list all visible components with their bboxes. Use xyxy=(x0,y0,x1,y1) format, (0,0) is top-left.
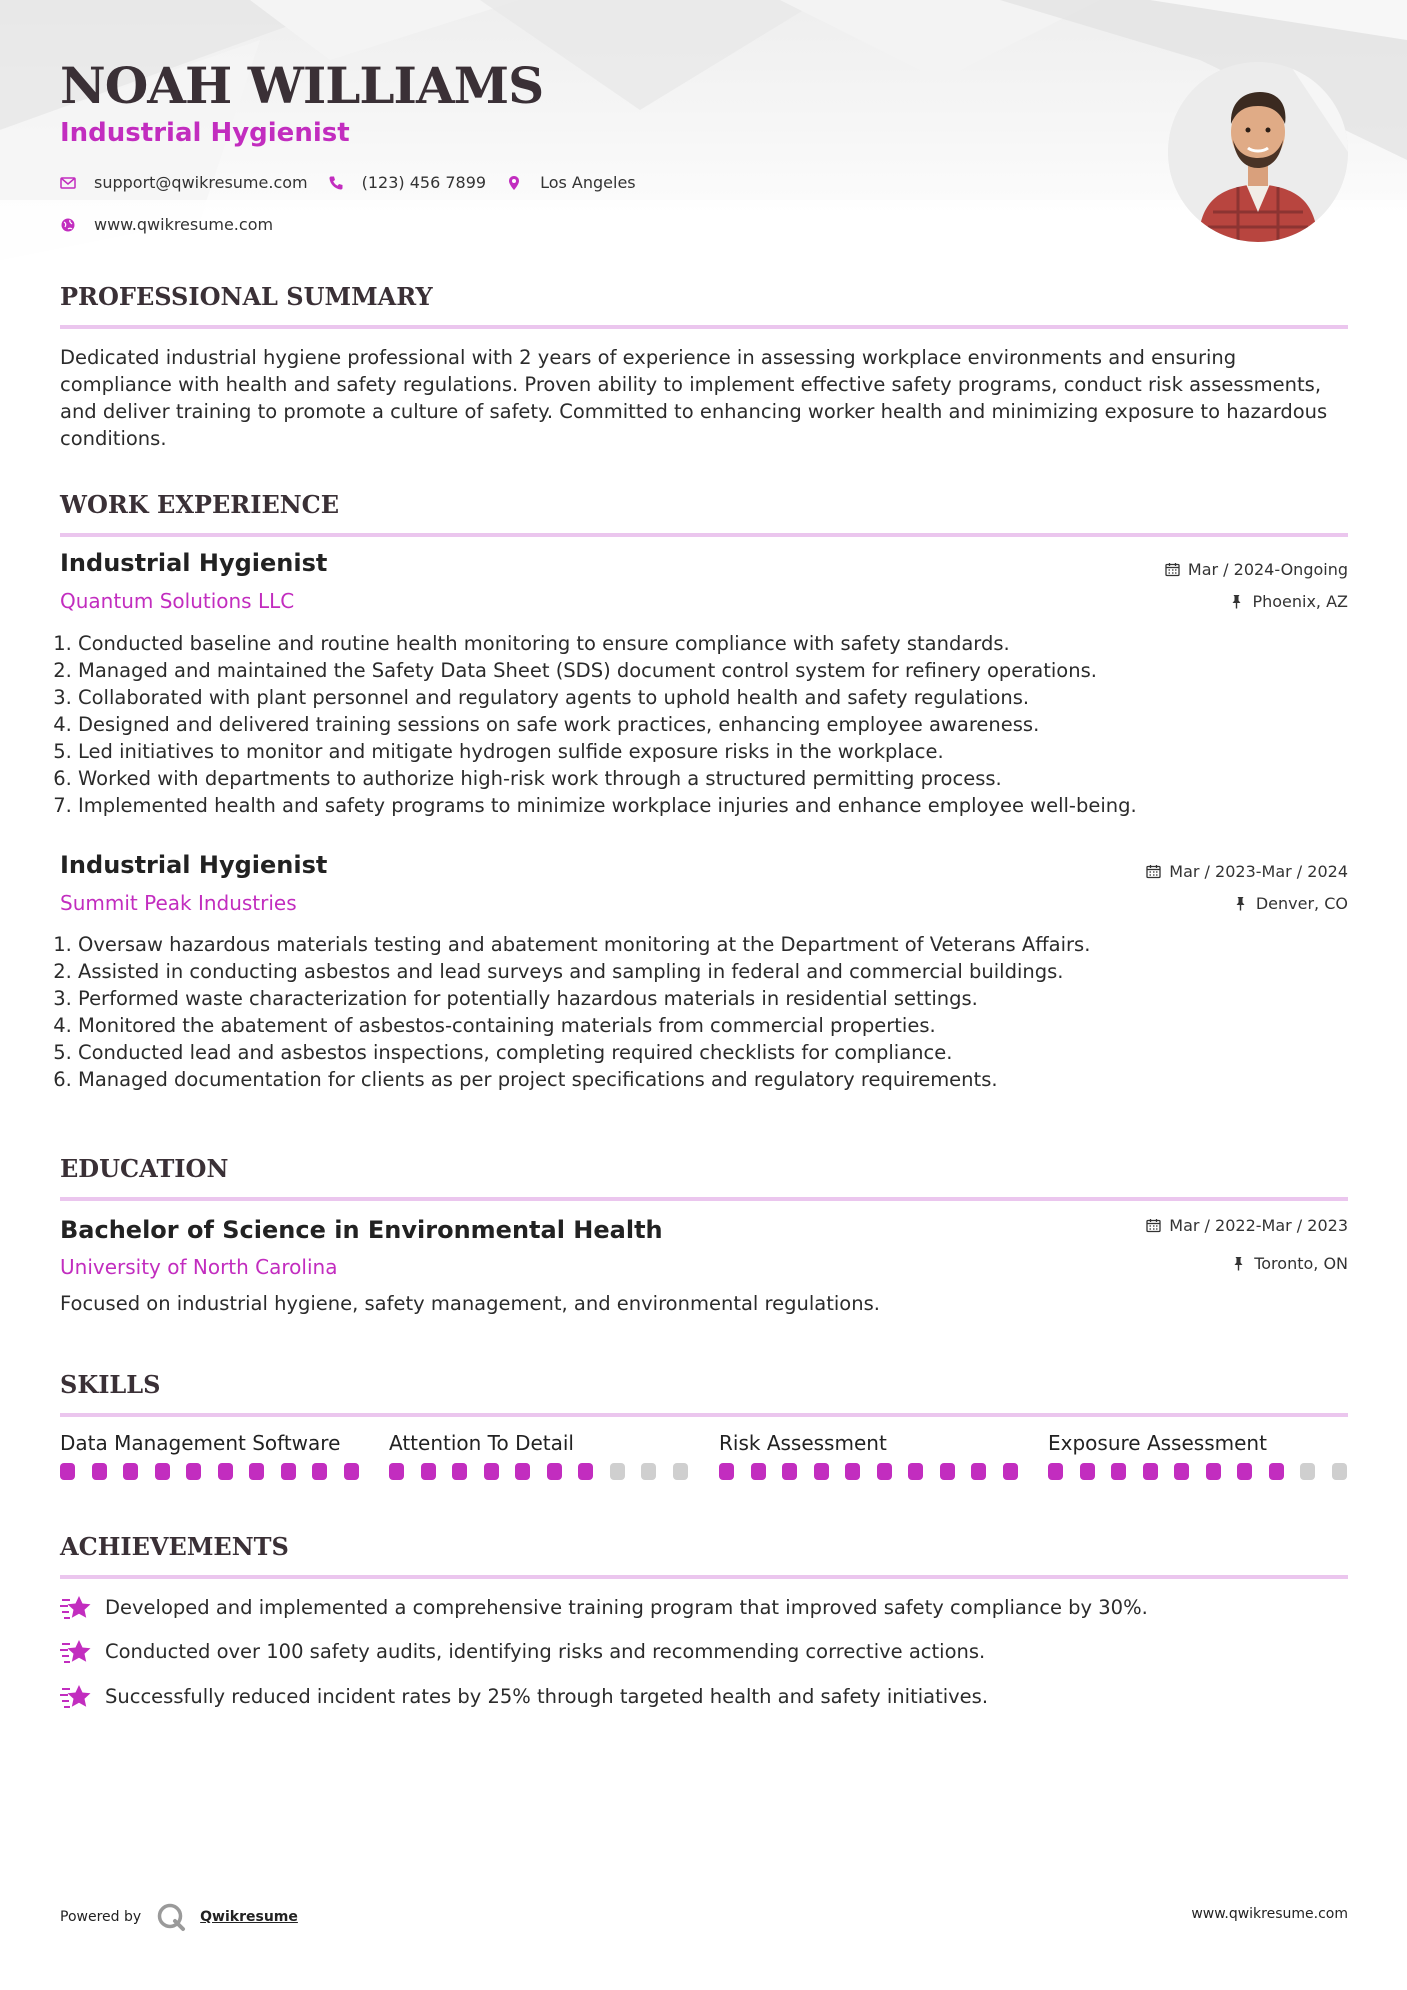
job-bullets xyxy=(60,931,1366,1093)
skill-dot-filled xyxy=(249,1463,264,1480)
skill-dot-filled xyxy=(751,1463,766,1480)
skill-dot-filled xyxy=(1206,1463,1221,1480)
skill-rating xyxy=(389,1463,704,1480)
list-item: 6. Managed documentation for clients as per project specifications and regulatory requirements. xyxy=(78,1066,1366,1093)
education-location xyxy=(1231,1254,1348,1273)
list-item: 4. Designed and delivered training sessions on safe work practices, enhancing employee awareness. xyxy=(78,711,1366,738)
skill-dot-filled xyxy=(908,1463,923,1480)
list-item: 1. Conducted baseline and routine health monitoring to ensure compliance with safety standards. xyxy=(78,630,1366,657)
star-icon xyxy=(60,1682,92,1710)
job-location-text: Phoenix, AZ xyxy=(1252,592,1348,611)
contact-location xyxy=(506,173,636,192)
education-location-text: Toronto, ON xyxy=(1254,1254,1348,1273)
section-heading-achievements: ACHIEVEMENTS xyxy=(60,1532,1348,1579)
globe-icon xyxy=(60,217,76,233)
education-dates-text: Mar / 2022-Mar / 2023 xyxy=(1169,1216,1348,1235)
education-description: Focused on industrial hygiene, safety management, and environmental regulations. xyxy=(60,1292,880,1315)
email-text: support@qwikresume.com xyxy=(94,173,308,192)
brand-link[interactable]: Qwikresume xyxy=(200,1909,298,1925)
skill-dot-filled xyxy=(845,1463,860,1480)
contact-website[interactable] xyxy=(60,215,273,234)
skill-dot-filled xyxy=(814,1463,829,1480)
section-heading-summary: PROFESSIONAL SUMMARY xyxy=(60,282,1348,329)
skill-dot-filled xyxy=(1048,1463,1063,1480)
contact-row xyxy=(60,173,656,192)
skill-dot-filled xyxy=(60,1463,75,1480)
skill-dot-filled xyxy=(421,1463,436,1480)
skill-name: Risk Assessment xyxy=(719,1431,887,1455)
skill-dot-filled xyxy=(1237,1463,1252,1480)
achievement-text: Successfully reduced incident rates by 25% through targeted health and safety initiatives. xyxy=(105,1684,989,1708)
calendar-icon xyxy=(1165,562,1180,577)
list-item: 2. Assisted in conducting asbestos and lead surveys and sampling in federal and commercial buildings. xyxy=(78,958,1366,985)
skill-item xyxy=(1048,1431,1267,1455)
skill-name: Exposure Assessment xyxy=(1048,1431,1267,1455)
section-heading-education: EDUCATION xyxy=(60,1154,1348,1201)
footer-powered-by xyxy=(60,1902,298,1932)
job-title: Industrial Hygienist xyxy=(60,851,328,879)
avatar xyxy=(1168,62,1348,242)
skill-dot-filled xyxy=(1143,1463,1158,1480)
summary-text: Dedicated industrial hygiene professional with 2 years of experience in assessing workplace environments and ensuring compliance with health and safety regulations. Proven ability to implement effective safety programs, conduct risk assessments, and deliver training to promote a culture of safety. Committed to enhancing worker health and minimizing exposure to hazardous conditions. xyxy=(60,346,1328,450)
list-item: 6. Worked with departments to authorize high-risk work through a structured permitting process. xyxy=(78,765,1366,792)
skill-dot-filled xyxy=(515,1463,530,1480)
achievement-item xyxy=(60,1682,988,1710)
skill-dot-filled xyxy=(1174,1463,1189,1480)
section-heading-experience: WORK EXPERIENCE xyxy=(60,490,1348,537)
pushpin-icon xyxy=(1233,896,1248,911)
pushpin-icon xyxy=(1231,1256,1246,1271)
skill-dot-filled xyxy=(312,1463,327,1480)
phone-icon xyxy=(328,175,344,191)
skill-dot-empty xyxy=(1300,1463,1315,1480)
job-dates xyxy=(1165,560,1348,579)
achievement-item xyxy=(60,1593,1148,1621)
job-location-text: Denver, CO xyxy=(1255,894,1348,913)
skill-name: Attention To Detail xyxy=(389,1431,574,1455)
skill-dot-filled xyxy=(281,1463,296,1480)
list-item: 7. Implemented health and safety programs to minimize workplace injuries and enhance employee well-being. xyxy=(78,792,1366,819)
map-pin-icon xyxy=(506,175,522,191)
qwikresume-logo-icon xyxy=(156,1902,186,1932)
location-text: Los Angeles xyxy=(540,173,636,192)
list-item: 2. Managed and maintained the Safety Data Sheet (SDS) document control system for refinery operations. xyxy=(78,657,1366,684)
job-bullets xyxy=(60,630,1366,819)
skill-dot-filled xyxy=(971,1463,986,1480)
skill-name: Data Management Software xyxy=(60,1431,341,1455)
list-item: 3. Performed waste characterization for potentially hazardous materials in residential settings. xyxy=(78,985,1366,1012)
calendar-icon xyxy=(1146,1218,1161,1233)
skill-rating xyxy=(719,1463,1034,1480)
job-company: Summit Peak Industries xyxy=(60,891,297,915)
skill-dot-filled xyxy=(389,1463,404,1480)
skill-dot-filled xyxy=(782,1463,797,1480)
job-location xyxy=(1233,894,1348,913)
skill-dot-filled xyxy=(1080,1463,1095,1480)
calendar-icon xyxy=(1146,864,1161,879)
star-icon xyxy=(60,1593,92,1621)
job-company: Quantum Solutions LLC xyxy=(60,589,295,613)
skill-dot-empty xyxy=(641,1463,656,1480)
list-item: 5. Led initiatives to monitor and mitigate hydrogen sulfide exposure risks in the workplace. xyxy=(78,738,1366,765)
job-dates-text: Mar / 2023-Mar / 2024 xyxy=(1169,862,1348,881)
skill-dot-empty xyxy=(610,1463,625,1480)
list-item: 3. Collaborated with plant personnel and regulatory agents to uphold health and safety regulations. xyxy=(78,684,1366,711)
achievement-item xyxy=(60,1637,985,1665)
education-school: University of North Carolina xyxy=(60,1255,338,1279)
skill-rating xyxy=(1048,1463,1363,1480)
list-item: 5. Conducted lead and asbestos inspections, completing required checklists for compliance. xyxy=(78,1039,1366,1066)
job-dates-text: Mar / 2024-Ongoing xyxy=(1187,560,1348,579)
contact-phone[interactable] xyxy=(328,173,486,192)
skill-dot-filled xyxy=(186,1463,201,1480)
skill-dot-filled xyxy=(92,1463,107,1480)
section-heading-skills: SKILLS xyxy=(60,1370,1348,1417)
skill-item xyxy=(719,1431,887,1455)
list-item: 4. Monitored the abatement of asbestos-containing materials from commercial properties. xyxy=(78,1012,1366,1039)
education-degree: Bachelor of Science in Environmental Health xyxy=(60,1216,663,1244)
skill-dot-filled xyxy=(155,1463,170,1480)
pushpin-icon xyxy=(1229,594,1244,609)
achievement-text: Conducted over 100 safety audits, identifying risks and recommending corrective actions. xyxy=(105,1639,986,1663)
mail-icon xyxy=(60,175,76,191)
achievement-text: Developed and implemented a comprehensive training program that improved safety compliance by 30%. xyxy=(105,1595,1148,1619)
skill-dot-filled xyxy=(1003,1463,1018,1480)
skill-dot-filled xyxy=(940,1463,955,1480)
contact-email[interactable] xyxy=(60,173,308,192)
contact-row-website xyxy=(60,215,293,234)
star-icon xyxy=(60,1637,92,1665)
skill-dot-filled xyxy=(877,1463,892,1480)
skill-dot-filled xyxy=(452,1463,467,1480)
candidate-title: Industrial Hygienist xyxy=(60,118,350,148)
skill-dot-empty xyxy=(673,1463,688,1480)
skill-dot-filled xyxy=(218,1463,233,1480)
phone-text: (123) 456 7899 xyxy=(361,173,487,192)
profile-photo xyxy=(1168,62,1348,242)
powered-by-label: Powered by xyxy=(60,1909,142,1925)
skill-dot-filled xyxy=(1111,1463,1126,1480)
skill-item xyxy=(389,1431,574,1455)
skill-dot-filled xyxy=(344,1463,359,1480)
skill-dot-filled xyxy=(484,1463,499,1480)
candidate-name: NOAH WILLIAMS xyxy=(60,56,544,115)
skill-item xyxy=(60,1431,340,1455)
website-text: www.qwikresume.com xyxy=(94,215,274,234)
footer-website[interactable]: www.qwikresume.com xyxy=(1191,1906,1348,1922)
skill-rating xyxy=(60,1463,375,1480)
skill-dot-filled xyxy=(578,1463,593,1480)
skill-dot-filled xyxy=(719,1463,734,1480)
skill-dot-filled xyxy=(1269,1463,1284,1480)
skill-dot-filled xyxy=(123,1463,138,1480)
education-dates xyxy=(1146,1216,1348,1235)
job-title: Industrial Hygienist xyxy=(60,549,328,577)
job-dates xyxy=(1146,862,1348,881)
skill-dot-empty xyxy=(1332,1463,1347,1480)
job-location xyxy=(1229,592,1348,611)
skill-dot-filled xyxy=(547,1463,562,1480)
list-item: 1. Oversaw hazardous materials testing and abatement monitoring at the Department of Veterans Affairs. xyxy=(78,931,1366,958)
